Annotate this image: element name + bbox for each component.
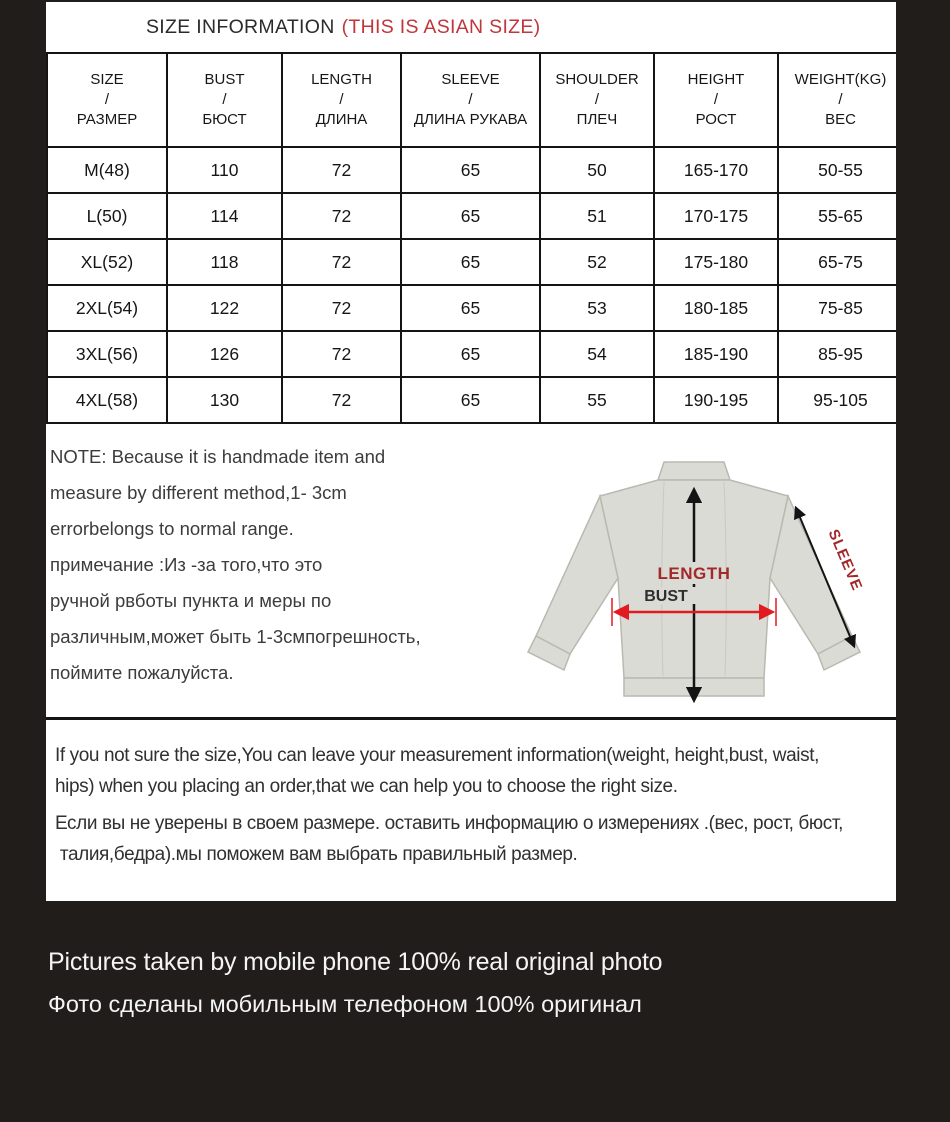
size-table-cell: M(48) — [47, 147, 167, 193]
size-table-cell: 72 — [282, 377, 401, 423]
note-line: errorbelongs to normal range. — [50, 518, 294, 539]
size-table-cell: 54 — [540, 331, 654, 377]
size-table-cell: 180-185 — [654, 285, 778, 331]
size-table-header-cell: WEIGHT(KG) / ВЕС — [778, 53, 896, 147]
size-table-cell: 65 — [401, 239, 540, 285]
size-help-russian — [55, 808, 891, 870]
size-table-cell: 170-175 — [654, 193, 778, 239]
size-table-cell: 72 — [282, 285, 401, 331]
size-table-cell: 72 — [282, 193, 401, 239]
size-table-cell: 95-105 — [778, 377, 896, 423]
size-table-cell: 126 — [167, 331, 282, 377]
size-table-cell: 55 — [540, 377, 654, 423]
size-table-header-cell: HEIGHT / РОСТ — [654, 53, 778, 147]
jacket-diagram-svg — [524, 450, 880, 710]
size-table-cell: 130 — [167, 377, 282, 423]
size-table-cell: 85-95 — [778, 331, 896, 377]
size-table-cell: 2XL(54) — [47, 285, 167, 331]
size-table-cell: 114 — [167, 193, 282, 239]
size-table-cell: L(50) — [47, 193, 167, 239]
size-table-cell: 51 — [540, 193, 654, 239]
size-table-header-cell: SIZE / РАЗМЕР — [47, 53, 167, 147]
note-line: NOTE: Because it is handmade item and — [50, 446, 386, 467]
title-main: SIZE INFORMATION — [146, 15, 335, 38]
size-table-cell: 190-195 — [654, 377, 778, 423]
footer-text-russian: Фото сделаны мобильным телефоном 100% оригинал — [48, 991, 642, 1017]
length-label: LENGTH — [657, 564, 731, 583]
size-table-header-row — [47, 53, 896, 147]
size-table-cell: XL(52) — [47, 239, 167, 285]
footer-text-english: Pictures taken by mobile phone 100% real original photo — [48, 948, 663, 976]
size-table — [46, 52, 896, 424]
size-table-cell: 65 — [401, 377, 540, 423]
size-table-cell: 50-55 — [778, 147, 896, 193]
size-table-header-cell: LENGTH / ДЛИНА — [282, 53, 401, 147]
size-table-body — [47, 147, 896, 423]
size-info-panel — [46, 2, 896, 901]
size-table-cell: 118 — [167, 239, 282, 285]
page-title — [46, 2, 896, 52]
bust-label: BUST — [644, 588, 688, 605]
size-table-cell: 65 — [401, 285, 540, 331]
size-table-cell: 65 — [401, 331, 540, 377]
help-line: талия,бедра).мы поможем вам выбрать правильный размер. — [55, 844, 578, 865]
jacket-collar — [658, 462, 730, 480]
size-table-cell: 72 — [282, 239, 401, 285]
size-table-header-cell: SLEEVE / ДЛИНА РУКАВА — [401, 53, 540, 147]
sleeve-label: SLEEVE — [824, 526, 866, 594]
note-line: поймите пожалуйста. — [50, 662, 234, 683]
size-table-cell: 65 — [401, 193, 540, 239]
size-table-row — [47, 239, 896, 285]
size-table-cell: 55-65 — [778, 193, 896, 239]
size-help-text — [55, 740, 891, 870]
size-table-row — [47, 377, 896, 423]
size-table-cell: 110 — [167, 147, 282, 193]
size-table-cell: 53 — [540, 285, 654, 331]
size-table-cell: 185-190 — [654, 331, 778, 377]
help-line: Если вы не уверены в своем размере. оставить информацию о измерениях .(вес, рост, бюст, — [55, 813, 843, 834]
note-line: примечание :Из -за того,что это — [50, 554, 323, 575]
help-line: If you not sure the size,You can leave your measurement information(weight, height,bust, waist, — [55, 745, 819, 766]
size-table-row — [47, 331, 896, 377]
size-table-header-cell: BUST / БЮСТ — [167, 53, 282, 147]
size-table-cell: 75-85 — [778, 285, 896, 331]
size-table-cell: 72 — [282, 147, 401, 193]
size-table-cell: 175-180 — [654, 239, 778, 285]
size-table-cell: 3XL(56) — [47, 331, 167, 377]
note-text — [50, 439, 536, 691]
size-table-cell: 72 — [282, 331, 401, 377]
note-line: measure by different method,1- 3cm — [50, 482, 347, 503]
size-table-row — [47, 147, 896, 193]
note-line: различным,может быть 1-3смпогрешность, — [50, 626, 421, 647]
size-table-row — [47, 285, 896, 331]
note-line: ручной рвботы пункта и меры по — [50, 590, 332, 611]
size-table-cell: 65 — [401, 147, 540, 193]
size-help-english — [55, 740, 891, 802]
section-divider — [46, 717, 896, 720]
size-table-cell: 65-75 — [778, 239, 896, 285]
help-line: hips) when you placing an order,that we can help you to choose the right size. — [55, 776, 678, 797]
size-table-cell: 52 — [540, 239, 654, 285]
size-table-header-cell: SHOULDER / ПЛЕЧ — [540, 53, 654, 147]
size-table-cell: 4XL(58) — [47, 377, 167, 423]
size-table-head — [47, 53, 896, 147]
size-table-cell: 165-170 — [654, 147, 778, 193]
size-table-row — [47, 193, 896, 239]
title-highlight: (THIS IS ASIAN SIZE) — [341, 15, 541, 38]
jacket-measurement-diagram — [524, 450, 880, 710]
size-table-cell: 122 — [167, 285, 282, 331]
size-table-cell: 50 — [540, 147, 654, 193]
